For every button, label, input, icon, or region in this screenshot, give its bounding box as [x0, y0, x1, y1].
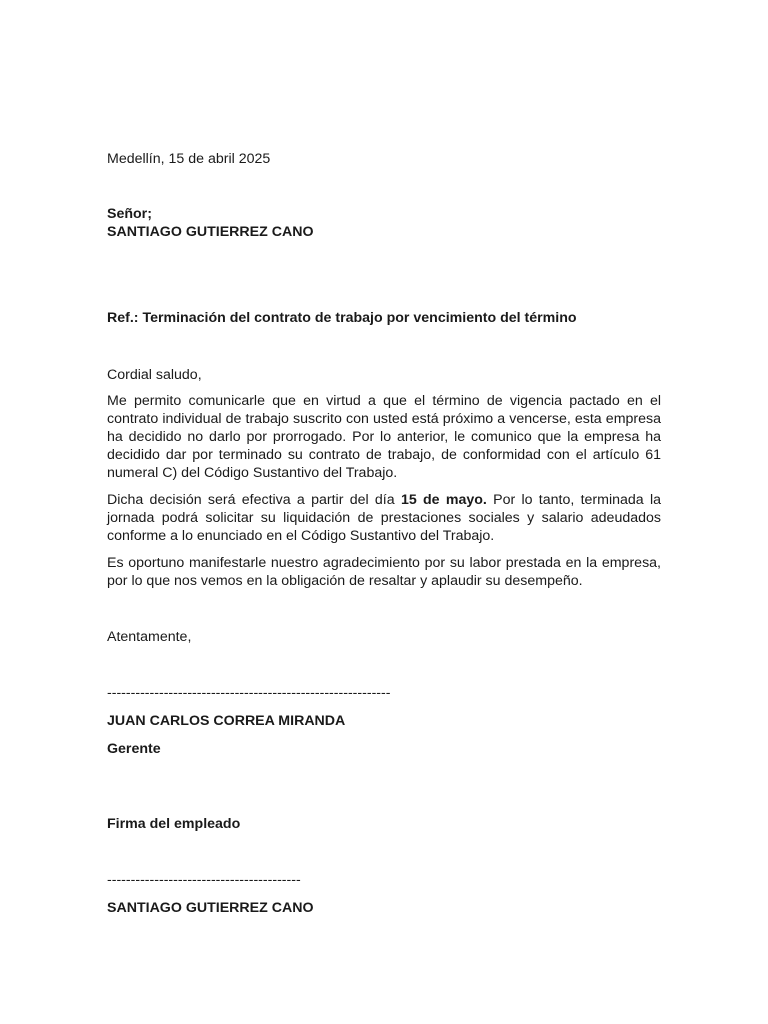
paragraph-2-text-end: Por lo tanto, terminada la jornada podrá solicitar su liquidación de prestaciones sociales y salario adeudados conforme a lo enunciado en el Código Sustantivo del Trabajo. [107, 492, 661, 544]
body-paragraph-3: Es oportuno manifestarle nuestro agradecimiento por su labor prestada en la empresa, por lo que nos vemos en la obligación de resaltar y aplaudir su desempeño. [107, 555, 661, 589]
salutation-title: Señor; [107, 206, 152, 222]
reference-line: Ref.: Terminación del contrato de trabajo por vencimiento del término [107, 310, 577, 326]
body-paragraph-2 [107, 491, 661, 545]
signature-line-manager: ------------------------------------------------------------ [107, 685, 391, 701]
employee-name: SANTIAGO GUTIERREZ CANO [107, 900, 314, 916]
greeting: Cordial saludo, [107, 367, 202, 383]
employee-signature-label: Firma del empleado [107, 816, 241, 832]
body-paragraph-1: Me permito comunicarle que en virtud a que el término de vigencia pactado en el contrato individual de trabajo suscrito con usted está próximo a vencerse, esta empresa ha decidido no darlo por prorrogado. Por lo anterior, le comunico que la empresa ha decidido dar por terminado su contrato de trabajo, de conformidad con el artículo 61 numeral C) del Código Sustantivo del Trabajo. [107, 393, 661, 481]
recipient-name: SANTIAGO GUTIERREZ CANO [107, 224, 314, 240]
place-date: Medellín, 15 de abril 2025 [107, 151, 271, 167]
signer-title: Gerente [107, 741, 161, 757]
signature-line-employee: ----------------------------------------- [107, 872, 301, 888]
closing: Atentamente, [107, 629, 192, 645]
paragraph-2-text-start: Dicha decisión será efectiva a partir del día [107, 492, 401, 508]
effective-date: 15 de mayo. [400, 492, 487, 508]
signer-name: JUAN CARLOS CORREA MIRANDA [107, 713, 346, 729]
